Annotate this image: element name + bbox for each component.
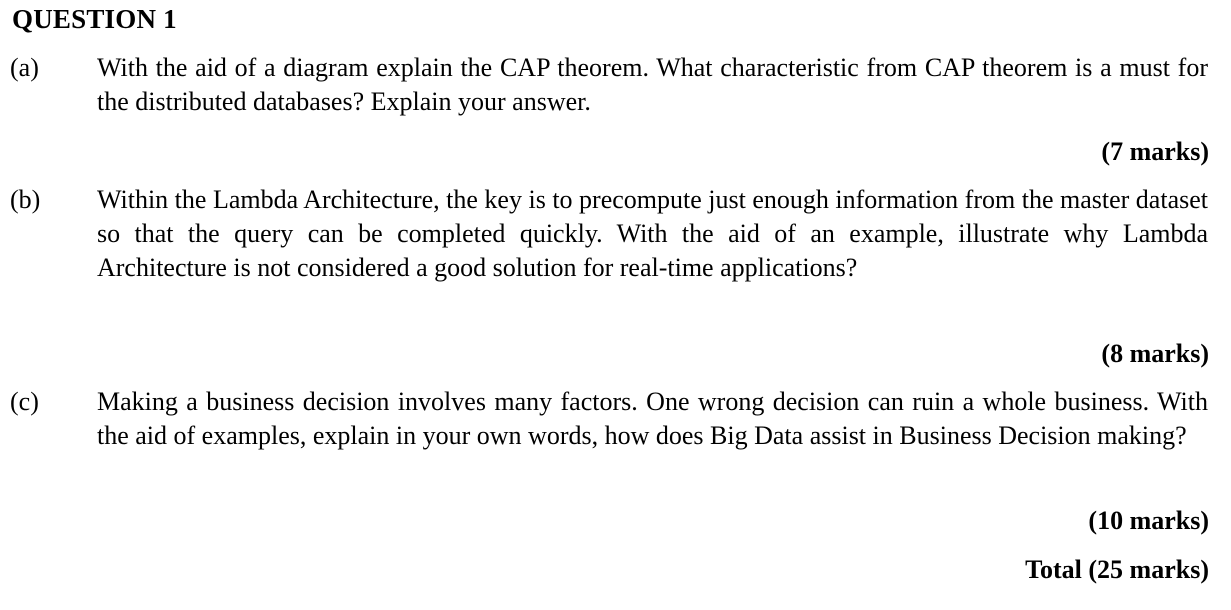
question-b-label: (b) <box>10 185 41 214</box>
question-heading: QUESTION 1 <box>12 4 177 34</box>
question-c-label: (c) <box>10 387 39 416</box>
total-marks: Total (25 marks) <box>1025 555 1209 584</box>
question-a-label: (a) <box>10 53 39 82</box>
question-a-text: With the aid of a diagram explain the CAP theorem. What characteristic from CAP theorem is a must for the distributed databases? Explain your answer. <box>97 53 1208 117</box>
question-b-text: Within the Lambda Architecture, the key is to precompute just enough information from the master dataset so that the query can be completed quickly. With the aid of an example, illustrate why Lambda Architecture is not considered a good solution for real-time applications? <box>97 185 1208 283</box>
question-c-text: Making a business decision involves many factors. One wrong decision can ruin a whole business. With the aid of examples, explain in your own words, how does Big Data assist in Business Decision making? <box>97 387 1208 451</box>
question-a-marks: (7 marks) <box>1101 137 1209 166</box>
question-c-marks: (10 marks) <box>1088 506 1209 535</box>
question-b-marks: (8 marks) <box>1101 339 1209 368</box>
